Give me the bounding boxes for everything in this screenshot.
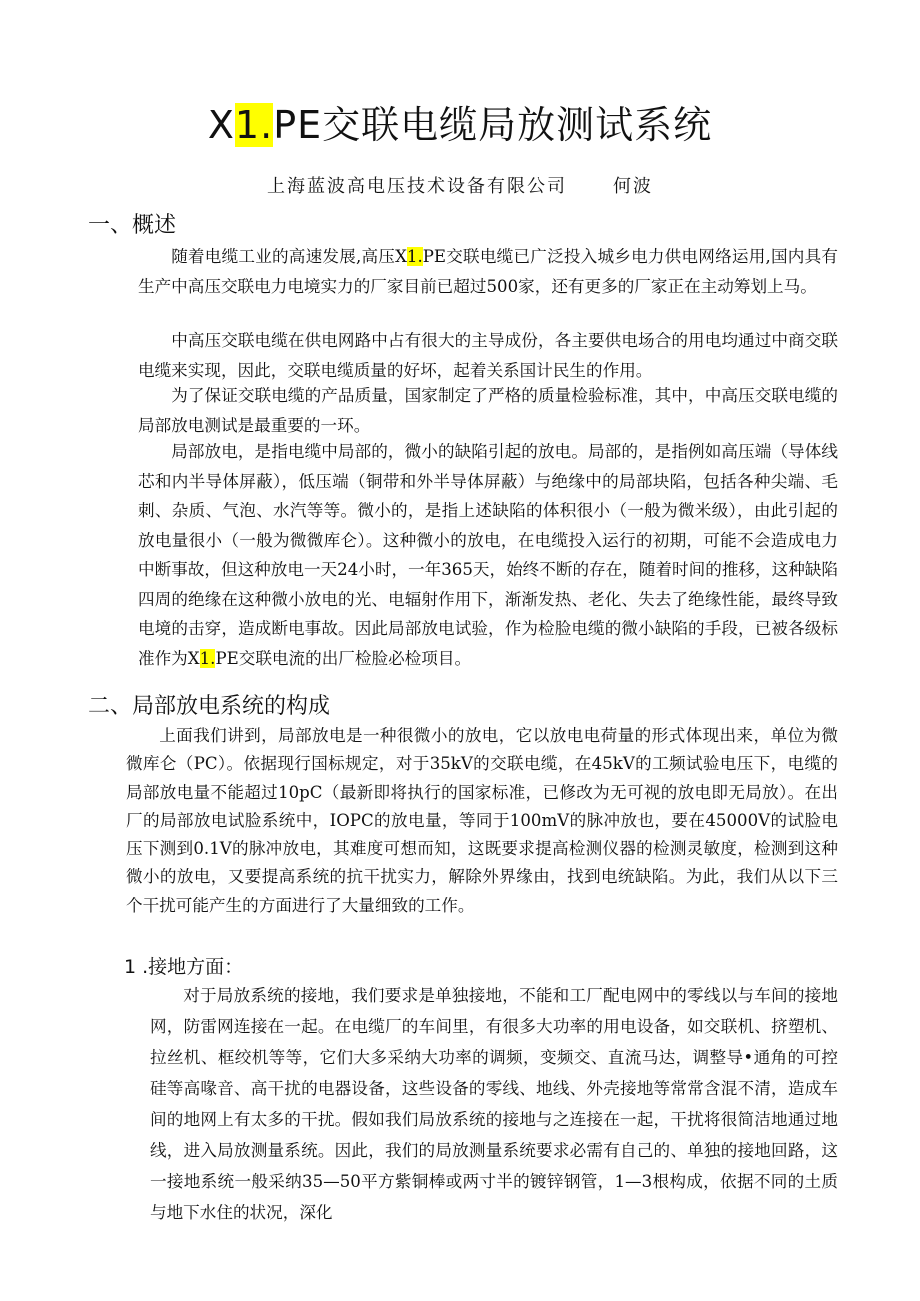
section-2-heading: 二、局部放电系统的构成 bbox=[88, 694, 331, 719]
s1-p4-text-b: PE交联电流的出厂检脸必检项目。 bbox=[215, 648, 472, 668]
s1-p4-highlight: 1. bbox=[199, 648, 216, 668]
section-1-paragraph-4 bbox=[138, 437, 838, 673]
section-1-heading: 一、概述 bbox=[88, 213, 177, 238]
s1-p1-highlight: 1. bbox=[406, 247, 423, 266]
s1-p4-text-a: 局部放电，是指电缆中局部的，微小的缺陷引起的放电。局部的，是指例如高压端（导体线芯和内半导体屏蔽），低压端（铜带和外半导体屏蔽）与绝缘中的局部块陷，包括各种尖端、毛刺、杂质、气泡、水汽等等。微小的，是指上述缺陷的体积很小（一般为微米级），由此引起的放电量很小（一般为微微库仑）。这种微小的放电，在电缆投入运行的初期，可能不会造成电力中断事故，但这种放电一天24小时，一年365天，始终不断的存在，随着时间的推移，这种缺陷四周的绝缘在这种微小放电的光、电辐射作用下，渐渐发热、老化、失去了绝缘性能，最终导致电境的击穿，造成断电事故。因此局部放电试验，作为检脸电缆的微小缺陷的手段，已被各级标准作为X bbox=[138, 442, 838, 668]
section-2-paragraph-1: 上面我们讲到，局部放电是一种很微小的放电，它以放电电荷量的形式体现出来，单位为微微库仑（PC）。依据现行国标规定，对于35kV的交联电缆，在45kV的工频试验电压下，电缆的局部放电量不能超过10pC（最新即将执行的国家标准，已修改为无可视的放电即无局放）。在出厂的局部放电试脸系统中，IOPC的放电量，等同于100mV的脉冲放也，要在45000V的试脸电压下测到0.1V的脉冲放电，其难度可想而知，这既要求提高检测仪器的检测灵敏度，检测到这种微小的放电，又要提高系统的抗干扰实力，解除外界缘由，找到电统缺陷。为此，我们从以下三个干扰可能产生的方面进行了大量细致的工作。 bbox=[126, 726, 838, 915]
subsection-1-paragraph-1: 对于局放系统的接地，我们要求是单独接地，不能和工厂配电网中的零线以与车间的接地网，防雷网连接在一起。在电缆厂的车间里，有很多大功率的用电设备，如交联机、挤塑机、拉丝机、框绞机等等，它们大多采纳大功率的调频，变频交、直流马达，调整导•通角的可控硅等高喙音、高干扰的电器设备，这些设备的零线、地线、外壳接地等常常含混不清，造成车间的地网上有太多的干扰。假如我们局放系统的接地与之连接在一起，干扰将很简洁地通过地线，进入局放测量系统。因此，我们的局放测量系统要求必需有自己的、单独的接地回路，这一接地系统一般采纳35—50平方紫铜棒或两寸半的镀锌钢管，1—3根构成，依据不同的土质与地下水住的状况，深化 bbox=[150, 986, 838, 1222]
title-highlight: 1. bbox=[234, 103, 274, 147]
section-1-paragraph-1 bbox=[138, 242, 838, 301]
section-1-paragraph-3: 为了保证交联电缆的产品质量，国家制定了严格的质量检验标准，其中，中高压交联电缆的局部放电测试是最重要的一环。 bbox=[138, 386, 838, 435]
author-name: 何波 bbox=[613, 176, 653, 197]
s1-p1-text-b: PE交联电缆已广泛投入城乡电力供电网络运用,国内具有生产中高压交联电力电境实力的厂家目前已超过500家，还有更多的厂家正在主动筹划上马。 bbox=[138, 247, 838, 296]
section-1-paragraph-2: 中高压交联电缆在供电网路中占有很大的主导成份，各主要供电场合的用电均通过中商交联电缆来实现，因此，交联电缆质量的好坏，起着关系国计民生的作用。 bbox=[138, 331, 838, 380]
title-suffix: PE交联电缆局放测试系统 bbox=[273, 103, 713, 147]
s1-p1-text-a: 随着电缆工业的高速发展,高压X bbox=[171, 247, 407, 266]
document-title bbox=[0, 96, 920, 154]
company-name: 上海蓝波高电压技术设备有限公司 bbox=[267, 176, 567, 197]
title-prefix: X bbox=[207, 103, 235, 147]
byline bbox=[0, 172, 920, 202]
subsection-1-heading: 1 .接地方面： bbox=[124, 956, 244, 978]
